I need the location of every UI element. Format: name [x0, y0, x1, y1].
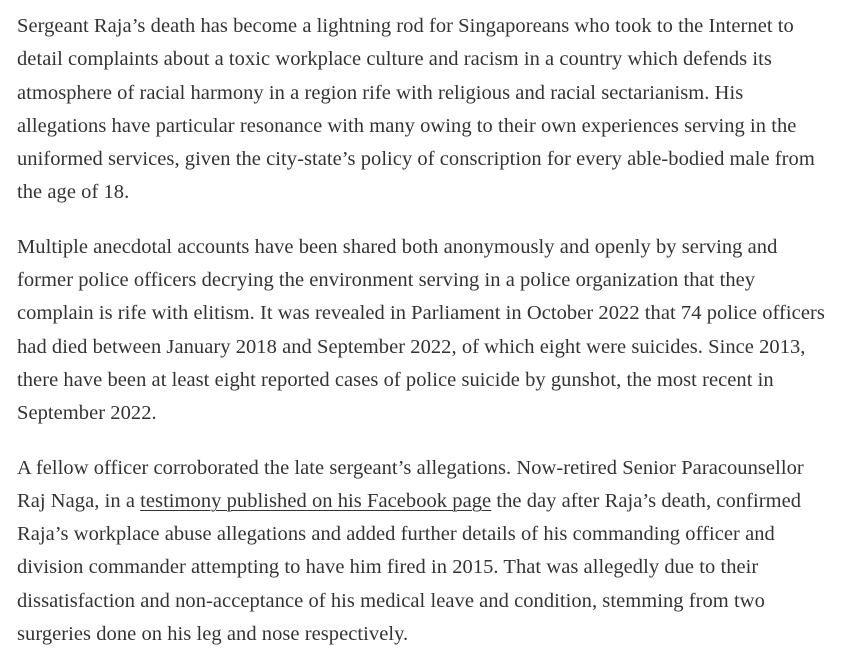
- article-paragraph-2: Multiple anecdotal accounts have been shared both anonymously and openly by serving and former police officers decrying the environment serving in a police organization that they complain is rife with elitism. It was revealed in Parliament in October 2022 that 74 police officers had died between January 2018 and September 2022, of which eight were suicides. Since 2013, there have been at least eight reported cases of police suicide by gunshot, the most recent in September 2022.: [17, 235, 825, 425]
- article-paragraph-3: [17, 452, 825, 652]
- article-body: [17, 10, 825, 672]
- paragraph-3-text-after-link: the day after Raja’s death, confirmed Raja’s workplace abuse allegations and added further details of his commanding officer and division commander attempting to have him fired in 2015. That was allegedly due to their dissatisfaction and non-acceptance of his medical leave and condition, stemming from two surgeries done on his leg and nose respectively.: [17, 489, 802, 646]
- article-paragraph-1: Sergeant Raja’s death has become a lightning rod for Singaporeans who took to the Internet to detail complaints about a toxic workplace culture and racism in a country which defends its atmosphere of racial harmony in a region rife with religious and racial sectarianism. His allegations have particular resonance with many owing to their own experiences serving in the uniformed services, given the city-state’s policy of conscription for every able-bodied male from the age of 18.: [17, 15, 815, 204]
- paragraph-3-text-before-link: A fellow officer corroborated the late sergeant’s allegations. Now-retired Senior Paracounsellor Raj Naga, in a: [17, 456, 804, 512]
- facebook-testimony-link[interactable]: testimony published on his Facebook page: [140, 489, 492, 512]
